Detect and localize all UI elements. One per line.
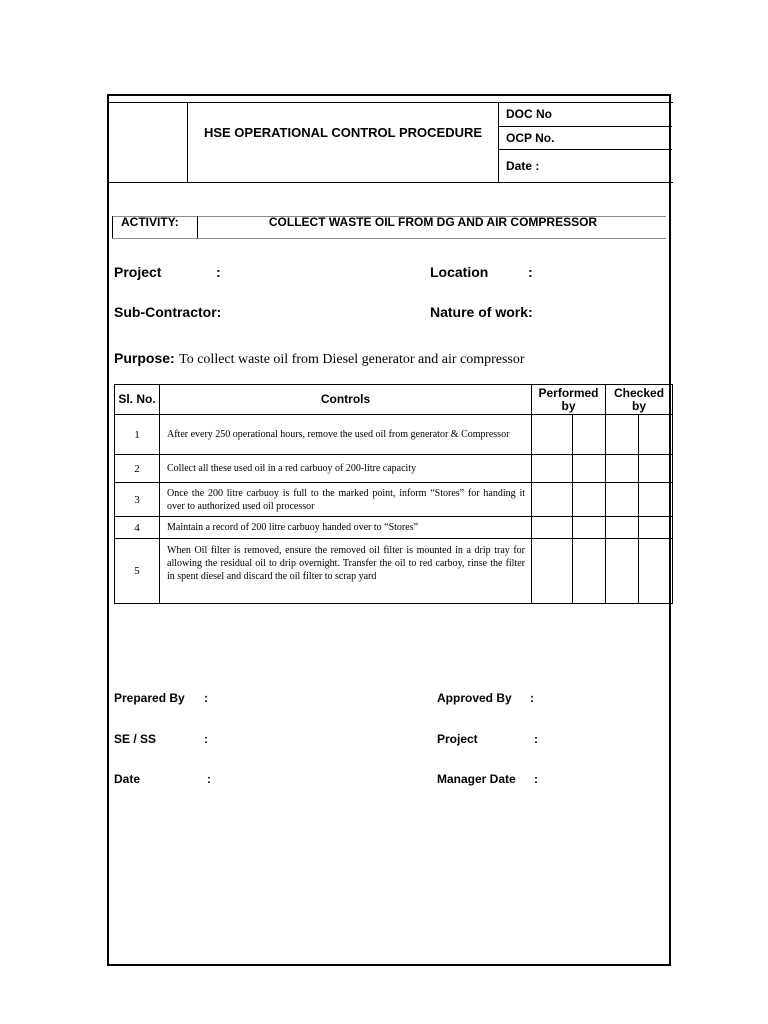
header-controls: Controls (160, 385, 532, 415)
approved-by-label: Approved By (437, 691, 512, 705)
activity-value: COLLECT WASTE OIL FROM DG AND AIR COMPRESSOR (268, 215, 598, 229)
prepared-by-colon: : (204, 691, 208, 705)
activity-left-border (112, 216, 113, 238)
table-row (115, 517, 673, 539)
row-number: 1 (115, 415, 160, 455)
purpose-value: To collect waste oil from Diesel generator and air compressor (179, 352, 525, 367)
table-header-row (115, 385, 673, 415)
header-row-line-1 (498, 126, 672, 127)
purpose-line (114, 350, 525, 368)
header-divider-left (187, 102, 188, 182)
location-colon: : (528, 264, 533, 280)
row-number: 3 (115, 483, 160, 517)
controls-table (114, 384, 673, 604)
row-number: 4 (115, 517, 160, 539)
performed-cell-2[interactable] (573, 517, 606, 539)
subcontractor-label: Sub-Contractor: (114, 304, 222, 320)
date-label: Date : (506, 159, 540, 173)
checked-cell-1[interactable] (606, 517, 639, 539)
performed-cell-2[interactable] (573, 455, 606, 483)
row-control-text: When Oil filter is removed, ensure the removed oil filter is mounted in a drip tray for allowing the residual oil to drip overnight. Transfer the oil to red carboy, rinse the filter in spent diesel and discard the oil filter to scrap yard (160, 539, 532, 604)
row-control-text: Collect all these used oil in a red carbuoy of 200-litre capacity (160, 455, 532, 483)
performed-cell-1[interactable] (532, 539, 573, 604)
checked-cell-1[interactable] (606, 483, 639, 517)
activity-bottom-line (112, 238, 666, 239)
signoff-date-colon: : (207, 772, 211, 786)
signoff-date-label: Date (114, 772, 141, 786)
header-divider-right (498, 102, 499, 182)
performed-cell-1[interactable] (532, 517, 573, 539)
activity-label: ACTIVITY: (121, 215, 179, 229)
checked-cell-1[interactable] (606, 415, 639, 455)
manager-date-colon: : (534, 772, 538, 786)
prepared-by-label: Prepared By (114, 691, 185, 705)
manager-date-label: Manager Date (437, 772, 516, 786)
header-checked-by: Checked by (606, 385, 673, 415)
checked-cell-1[interactable] (606, 539, 639, 604)
checked-cell-2[interactable] (639, 539, 673, 604)
checked-cell-2[interactable] (639, 517, 673, 539)
performed-cell-1[interactable] (532, 483, 573, 517)
row-control-text: Maintain a record of 200 litre carbuoy handed over to “Stores” (160, 517, 532, 539)
performed-cell-2[interactable] (573, 415, 606, 455)
performed-cell-2[interactable] (573, 539, 606, 604)
checked-cell-2[interactable] (639, 483, 673, 517)
table-row (115, 415, 673, 455)
header-bottom-line (107, 182, 673, 183)
approved-by-colon: : (530, 691, 534, 705)
table-row (115, 455, 673, 483)
header-sl-no: Sl. No. (115, 385, 160, 415)
nature-of-work-label: Nature of work: (430, 304, 533, 320)
performed-cell-2[interactable] (573, 483, 606, 517)
project-label: Project (114, 264, 162, 280)
checked-cell-2[interactable] (639, 455, 673, 483)
checked-cell-2[interactable] (639, 415, 673, 455)
checked-cell-1[interactable] (606, 455, 639, 483)
row-control-text: After every 250 operational hours, remove the used oil from generator & Compressor (160, 415, 532, 455)
signoff-project-colon: : (534, 732, 538, 746)
performed-cell-1[interactable] (532, 415, 573, 455)
table-row (115, 483, 673, 517)
document-title: HSE OPERATIONAL CONTROL PROCEDURE (203, 125, 483, 140)
doc-no-label: DOC No (506, 107, 552, 121)
performed-cell-1[interactable] (532, 455, 573, 483)
se-ss-colon: : (204, 732, 208, 746)
table-row (115, 539, 673, 604)
top-border-line (107, 102, 673, 103)
signoff-project-label: Project (437, 732, 478, 746)
ocp-no-label: OCP No. (506, 131, 555, 145)
purpose-label: Purpose: (114, 350, 175, 366)
row-control-text: Once the 200 litre carbuoy is full to the marked point, inform “Stores” for handing it over to authorized used oil processor (160, 483, 532, 517)
row-number: 5 (115, 539, 160, 604)
se-ss-label: SE / SS (114, 732, 157, 746)
header-row-line-2 (498, 149, 672, 150)
header-performed-by: Performed by (532, 385, 606, 415)
project-colon: : (216, 264, 221, 280)
row-number: 2 (115, 455, 160, 483)
location-label: Location (430, 264, 489, 280)
